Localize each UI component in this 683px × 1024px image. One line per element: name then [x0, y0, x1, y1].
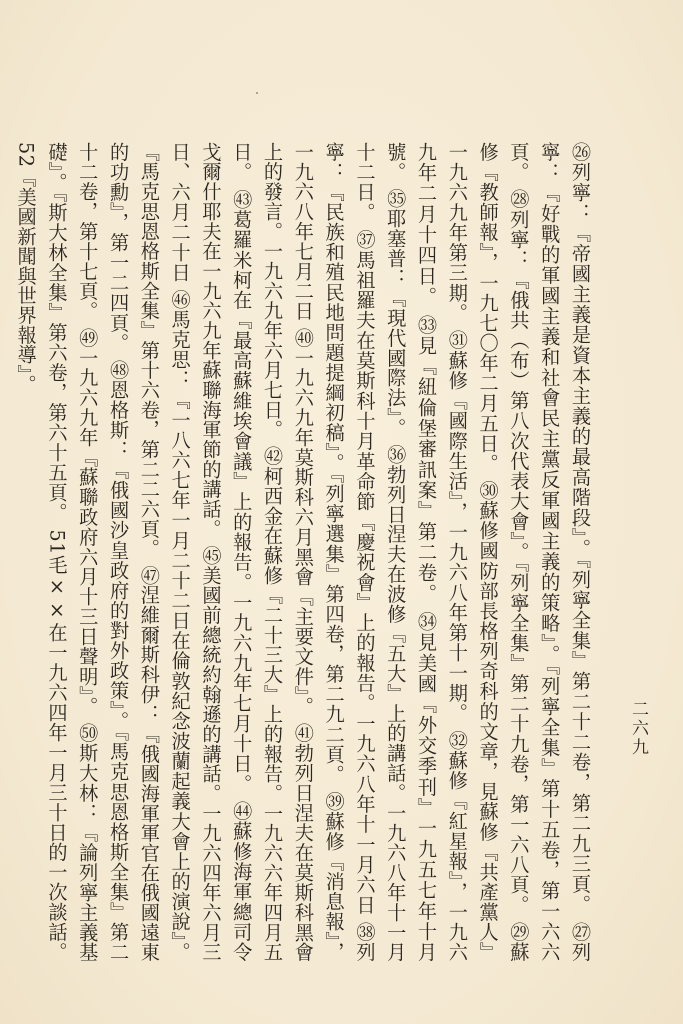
endnote-43: ㊸葛羅米柯在『最高蘇維埃會議』上的報告。一九六九年七月十日。 [230, 189, 254, 795]
endnote-26: ㉖列寧：『帝國主義是資本主義的最高階段』。『列寧全集』第二十二卷，第二九三頁。 [569, 142, 592, 915]
endnote-44: ㊹蘇修海軍總司令戈爾什耶夫在一九六九年蘇聯海軍節的講話。 [199, 142, 254, 962]
page-number: 二六九 [628, 700, 648, 757]
endnote-45: ㊺美國前總統約翰遜的講話。一九六四年六月三日、六月二十日 [168, 142, 223, 963]
endnote-36: ㊱勃列日涅夫在波修『五大』上的講話。一九六八年十一月十二日。 [353, 142, 408, 963]
endnote-39: ㊴蘇修『消息報』，一九六八年七月二日 [291, 142, 346, 962]
endnote-52: 52『美國新聞與世界報導』。 [14, 142, 38, 395]
endnote-27: ㉗列寧：『好戰的軍國主義和社會民主黨反軍國主義的策略』。『列寧全集』第十五卷，第一六六頁。 [507, 142, 592, 962]
endnote-32: ㉜蘇修『紅星報』，一九六九年二月十四日。 [415, 142, 469, 962]
endnote-49: ㊾一九六九年『蘇聯政府六月十三日聲明』。 [76, 327, 100, 717]
endnote-40: ㊵一九六九年莫斯科六月黑會『主要文件』。 [291, 327, 315, 717]
endnote-35: ㉟耶塞普：『現代國際法』。 [384, 188, 408, 438]
endnote-30: ㉚蘇修國防部長格列奇科的文章，見蘇修『共產黨人』一九六九年第三期。 [445, 142, 500, 962]
endnote-37: ㊲馬祖羅夫在莫斯科十月革命節『慶祝會』上的報告。一九六八年十一月六日 [353, 229, 377, 916]
endnote-29: ㉙蘇修『教師報』，一九七〇年二月五日。 [476, 142, 531, 963]
endnote-41: ㊶勃列日涅夫在莫斯科黑會上的發言。一九六九年六月七日。 [261, 142, 315, 962]
endnote-38: ㊳列寧：『民族和殖民地問題提綱初稿』。『列寧選集』第四卷，第二九二頁。 [322, 142, 377, 962]
endnote-46: ㊻馬克思：『一八六七年一月二十二日在倫敦紀念波蘭起義大會上的演說』。『馬克思恩格斯全集』第十六卷，第二二六頁。 [137, 142, 192, 962]
endnote-42: ㊷柯西金在蘇修『二十三大』上的報告。一九六六年四月五日。 [230, 142, 285, 963]
endnote-51: 51毛××在一九六四年一月三十日的一次談話。 [45, 529, 69, 962]
endnote-33: ㉝見『紐倫堡審訊案』第二卷。 [415, 314, 439, 605]
endnotes-column-block [14, 142, 595, 963]
endnote-31: ㉛蘇修『國際生活』，一九六八年第十一期。 [445, 330, 469, 724]
endnote-47: ㊼涅維爾斯科伊：『俄國海軍軍官在俄國遠東的功勳』，第一二四頁。 [107, 142, 161, 963]
endnote-50: ㊿斯大林：『論列寧主義基礎』。『斯大林全集』第六卷，第六十五頁。 [45, 142, 100, 962]
endnote-28: ㉘列寧：『俄共（布）第八次代表大會』。『列寧全集』第二十九卷，第一六八頁。 [507, 189, 531, 916]
endnote-34: ㉞見美國『外交季刊』一九五七年十月號。 [384, 142, 439, 962]
endnote-48: ㊽恩格斯：『俄國沙皇政府的對外政策』。『馬克思恩格斯全集』第二十二卷，第十七頁。 [76, 142, 131, 962]
paper-speck [256, 92, 258, 94]
